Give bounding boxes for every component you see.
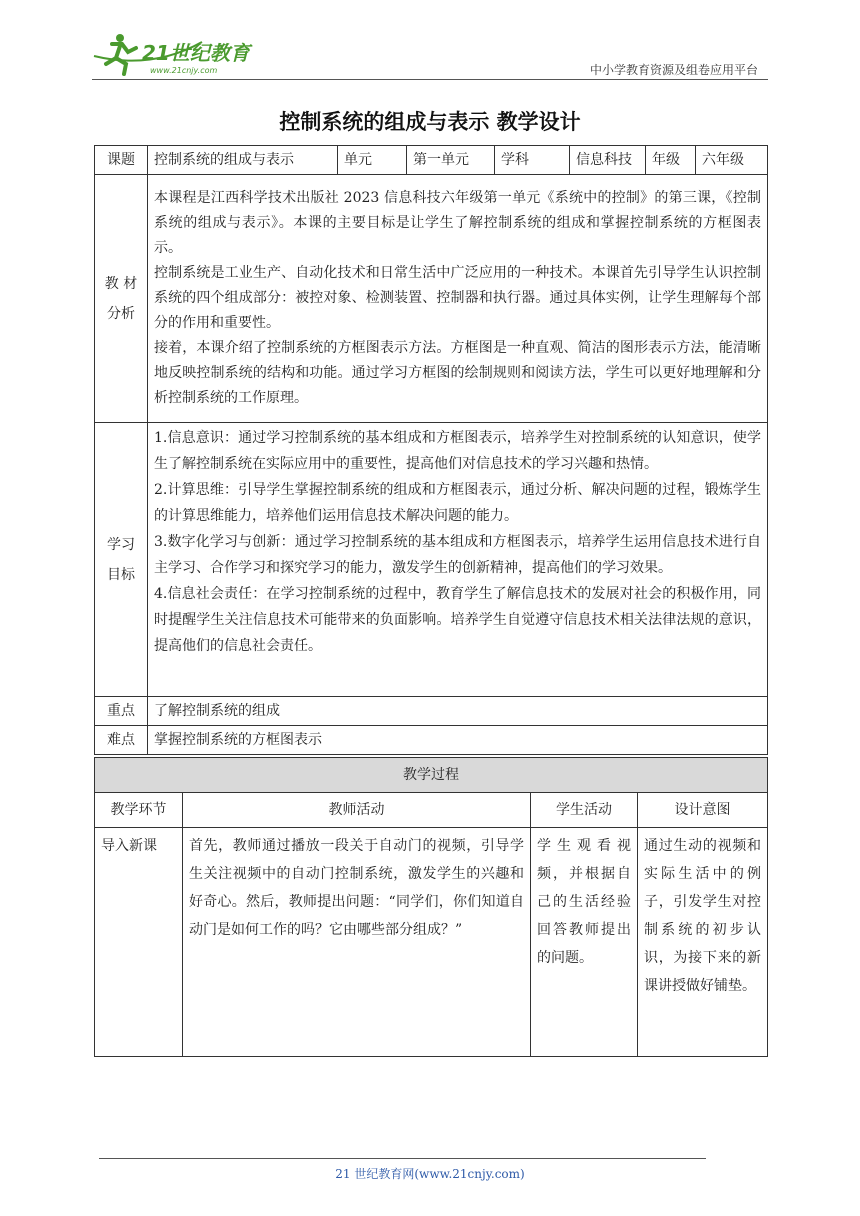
page-header bbox=[92, 30, 768, 80]
course-label: 课题 bbox=[95, 146, 148, 175]
analysis-paragraph-1: 本课程是江西科学技术出版社 2023 信息科技六年级第一单元《系统中的控制》的第三课，《控制系统的组成与表示》。本课的主要目标是让学生了解控制系统的组成和掌握控制系统的方框图表示。 bbox=[154, 190, 761, 256]
key-point-label: 重点 bbox=[95, 697, 148, 726]
process-header-row bbox=[95, 793, 768, 828]
subject-label: 学科 bbox=[495, 146, 570, 175]
header-student: 学生活动 bbox=[531, 793, 638, 828]
teacher-activity: 首先，教师通过播放一段关于自动门的视频，引导学生关注视频中的自动门控制系统，激发学生的兴趣和好奇心。然后，教师提出问题：“同学们，你们知道自动门是如何工作的吗？它由哪些部分组成？” bbox=[189, 838, 524, 938]
analysis-content bbox=[148, 175, 768, 423]
analysis-label: 教 材 分析 bbox=[95, 175, 148, 423]
student-activity: 学生观看视频，并根据自己的生活经验回答教师提出的问题。 bbox=[537, 838, 631, 966]
goal-4: 4.信息社会责任：在学习控制系统的过程中，教育学生了解信息技术的发展对社会的积极作用，同时提醒学生关注信息技术可能带来的负面影响。培养学生自觉遵守信息技术相关法律法规的意识，提高他们的信息社会责任。 bbox=[154, 586, 761, 654]
grade-label: 年级 bbox=[646, 146, 696, 175]
logo-21cnjy bbox=[92, 30, 262, 78]
grade-value: 六年级 bbox=[696, 146, 768, 175]
unit-value: 第一单元 bbox=[407, 146, 495, 175]
header-intent: 设计意图 bbox=[638, 793, 768, 828]
goal-3: 3.数字化学习与创新：通过学习控制系统的基本组成和方框图表示，培养学生运用信息技术进行自主学习、合作学习和探究学习的能力，激发学生的创新精神，提高他们的学习效果。 bbox=[154, 534, 761, 576]
header-stage: 教学环节 bbox=[95, 793, 183, 828]
subject-value: 信息科技 bbox=[570, 146, 646, 175]
difficulty-row bbox=[95, 726, 768, 755]
analysis-paragraph-3: 接着，本课介绍了控制系统的方框图表示方法。方框图是一种直观、简洁的图形表示方法，能清晰地反映控制系统的结构和功能。通过学习方框图的绘制规则和阅读方法，学生可以更好地理解和分析控制系统的工作原理。 bbox=[154, 340, 761, 406]
goals-content bbox=[148, 423, 768, 697]
svg-text:www.21cnjy.com: www.21cnjy.com bbox=[150, 66, 218, 75]
unit-label: 单元 bbox=[338, 146, 407, 175]
goals-row bbox=[95, 423, 768, 697]
footer-divider bbox=[99, 1158, 706, 1159]
course-value: 控制系统的组成与表示 bbox=[148, 146, 338, 175]
footer-text[interactable]: 21 世纪教育网(www.21cnjy.com) bbox=[335, 1167, 525, 1181]
key-point-value: 了解控制系统的组成 bbox=[148, 697, 768, 726]
goal-2: 2.计算思维：引导学生掌握控制系统的组成和方框图表示，通过分析、解决问题的过程，锻炼学生的计算思维能力，培养他们运用信息技术解决问题的能力。 bbox=[154, 482, 761, 524]
svg-text:21世纪教育: 21世纪教育 bbox=[142, 41, 250, 65]
page-title: 控制系统的组成与表示 教学设计 bbox=[279, 110, 581, 134]
process-table bbox=[94, 757, 768, 1057]
intent-cell bbox=[638, 828, 768, 1057]
difficulty-label: 难点 bbox=[95, 726, 148, 755]
difficulty-value: 掌握控制系统的方框图表示 bbox=[148, 726, 768, 755]
info-table bbox=[94, 145, 768, 755]
header-teacher: 教师活动 bbox=[183, 793, 531, 828]
header-divider bbox=[92, 79, 768, 80]
goals-label: 学习 目标 bbox=[95, 423, 148, 697]
goal-1: 1.信息意识：通过学习控制系统的基本组成和方框图表示，培养学生对控制系统的认知意识，使学生了解控制系统在实际应用中的重要性，提高他们对信息技术的学习兴趣和热情。 bbox=[154, 430, 761, 472]
key-point-row bbox=[95, 697, 768, 726]
platform-name: 中小学教育资源及组卷应用平台 bbox=[589, 63, 758, 77]
design-intent: 通过生动的视频和实际生活中的例子，引发学生对控制系统的初步认识，为接下来的新课讲授做好铺垫。 bbox=[644, 838, 761, 994]
process-row bbox=[95, 828, 768, 1057]
process-title-row bbox=[95, 758, 768, 793]
teacher-cell bbox=[183, 828, 531, 1057]
analysis-paragraph-2: 控制系统是工业生产、自动化技术和日常生活中广泛应用的一种技术。本课首先引导学生认识控制系统的四个组成部分：被控对象、检测装置、控制器和执行器。通过具体实例，让学生理解每个部分的作用和重要性。 bbox=[154, 265, 761, 331]
analysis-row bbox=[95, 175, 768, 423]
info-row bbox=[95, 146, 768, 175]
student-cell bbox=[531, 828, 638, 1057]
process-title: 教学过程 bbox=[95, 758, 768, 793]
stage-cell: 导入新课 bbox=[95, 828, 183, 1057]
